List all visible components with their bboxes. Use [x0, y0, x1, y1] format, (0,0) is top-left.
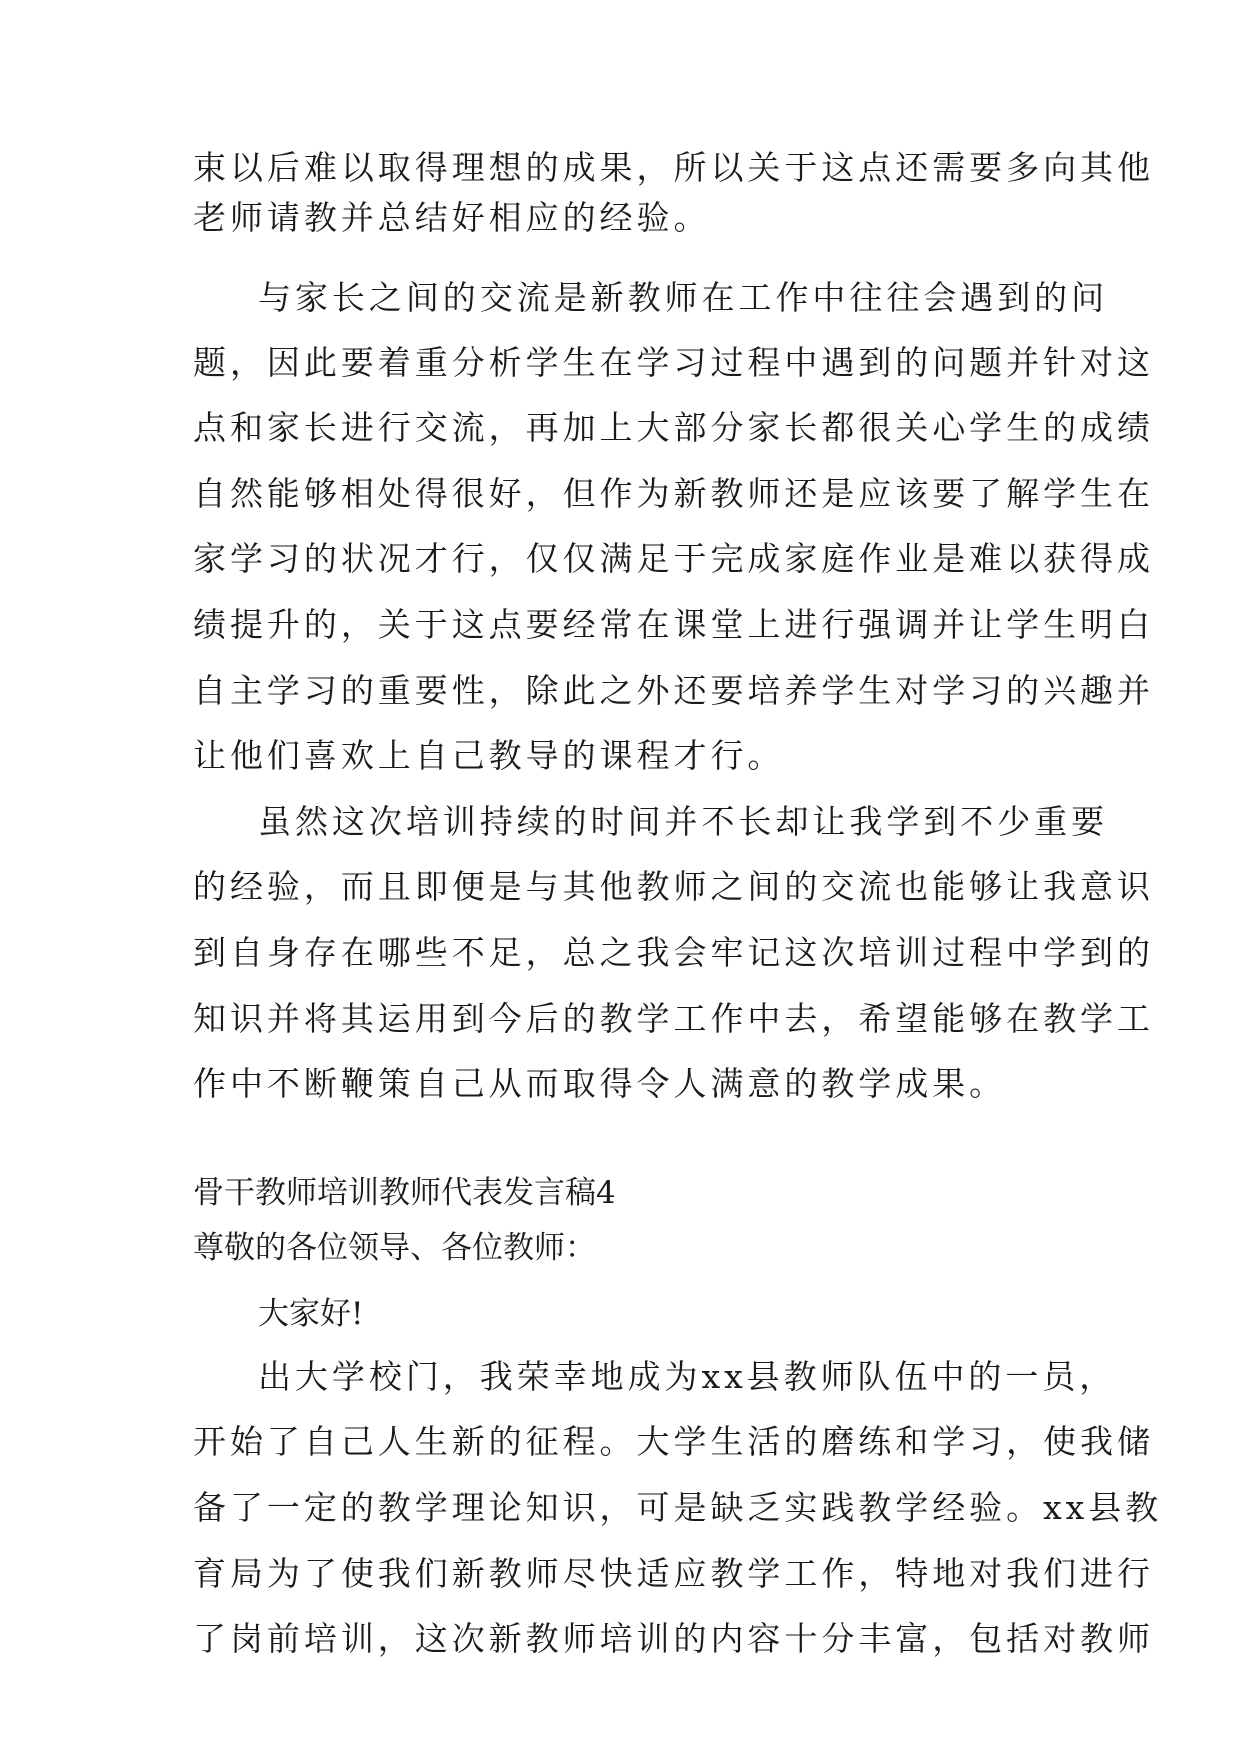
paragraph-first-line: 出大学校门，我荣幸地成为xx县教师队伍中的一员，: [258, 1357, 1117, 1396]
text-line: 备了一定的教学理论知识，可是缺乏实践教学经验。xx县教: [193, 1488, 1163, 1527]
text-line: 家学习的状况才行，仅仅满足于完成家庭作业是难以获得成: [193, 539, 1154, 578]
text-line: 到自身存在哪些不足，总之我会牢记这次培训过程中学到的: [193, 933, 1154, 972]
text-line: 束以后难以取得理想的成果，所以关于这点还需要多向其他: [193, 148, 1154, 187]
salutation: 尊敬的各位领导、各位教师：: [193, 1230, 596, 1266]
greeting: 大家好!: [258, 1296, 364, 1332]
text-line: 绩提升的，关于这点要经常在课堂上进行强调并让学生明白: [193, 605, 1154, 644]
text-line: 的经验，而且即便是与其他教师之间的交流也能够让我意识: [193, 867, 1154, 906]
text-line: 老师请教并总结好相应的经验。: [193, 198, 711, 237]
section-heading: 骨干教师培训教师代表发言稿4: [193, 1175, 616, 1211]
text-line: 了岗前培训，这次新教师培训的内容十分丰富，包括对教师: [193, 1619, 1154, 1658]
text-line: 知识并将其运用到今后的教学工作中去，希望能够在教学工: [193, 999, 1154, 1038]
text-line: 题，因此要着重分析学生在学习过程中遇到的问题并针对这: [193, 343, 1154, 382]
text-line: 开始了自己人生新的征程。大学生活的磨练和学习，使我储: [193, 1422, 1154, 1461]
text-line: 自主学习的重要性，除此之外还要培养学生对学习的兴趣并: [193, 671, 1154, 710]
text-line: 作中不断鞭策自己从而取得令人满意的教学成果。: [193, 1064, 1007, 1103]
text-line: 育局为了使我们新教师尽快适应教学工作，特地对我们进行: [193, 1554, 1154, 1593]
text-line: 点和家长进行交流，再加上大部分家长都很关心学生的成绩: [193, 408, 1154, 447]
paragraph-first-line: 虽然这次培训持续的时间并不长却让我学到不少重要: [258, 802, 1109, 841]
text-line: 让他们喜欢上自己教导的课程才行。: [193, 736, 785, 775]
text-line: 自然能够相处得很好，但作为新教师还是应该要了解学生在: [193, 474, 1154, 513]
paragraph-first-line: 与家长之间的交流是新教师在工作中往往会遇到的问: [258, 278, 1109, 317]
